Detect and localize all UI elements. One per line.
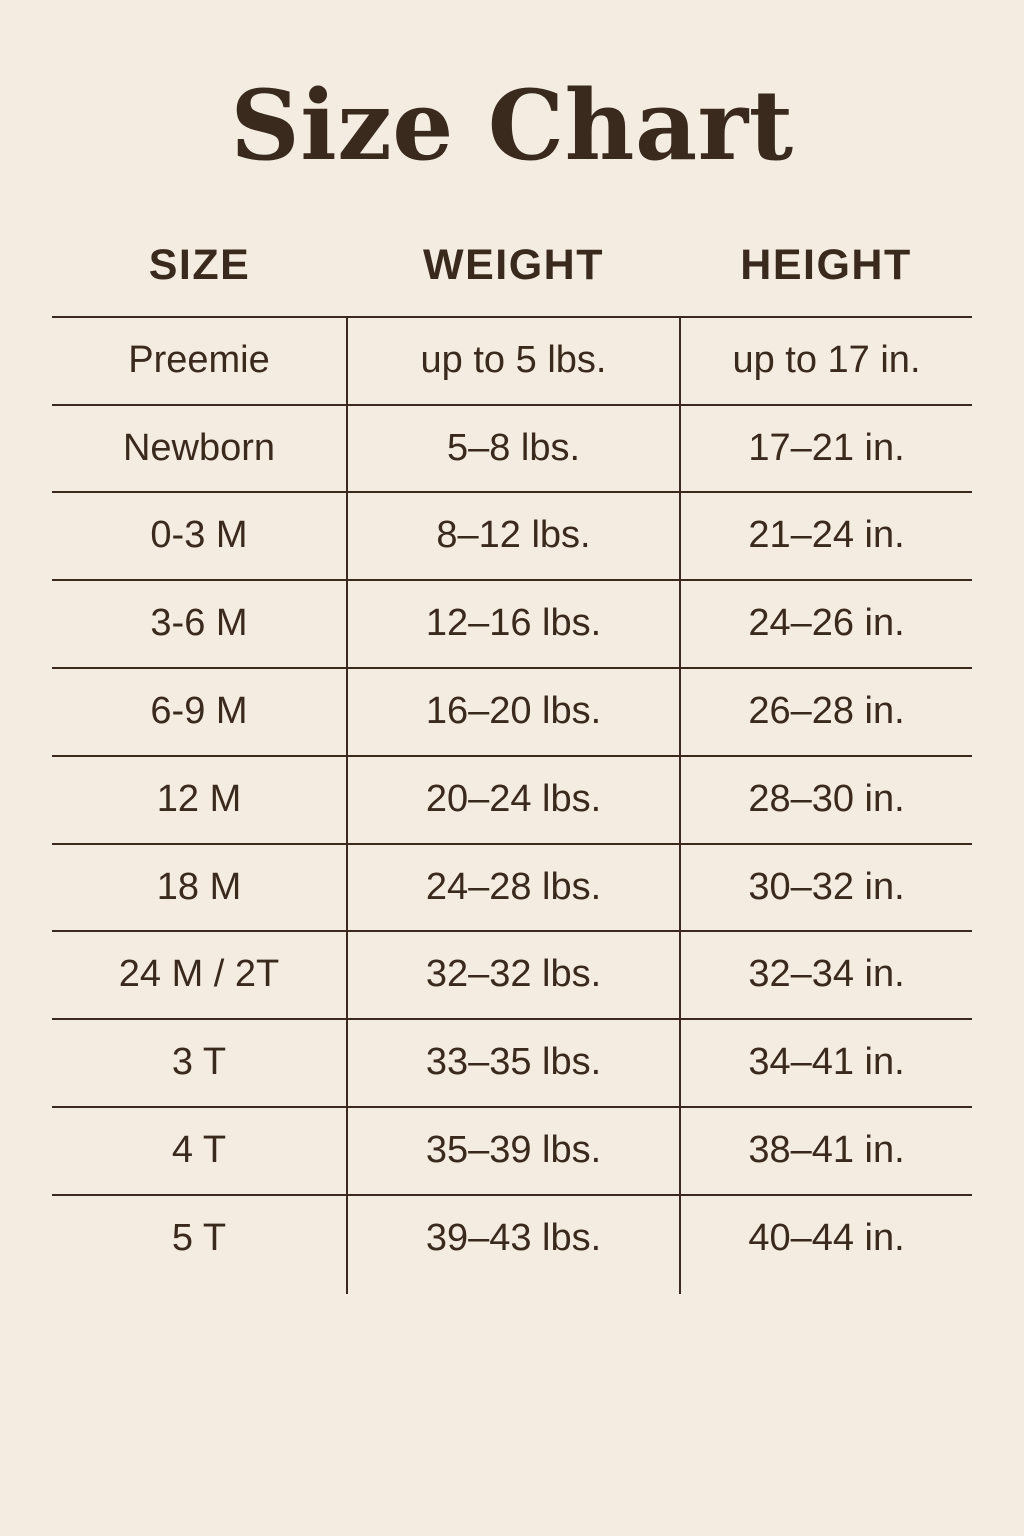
table-row — [52, 317, 972, 405]
cell-weight: up to 5 lbs. — [347, 317, 680, 405]
table-row — [52, 492, 972, 580]
table-row — [52, 405, 972, 493]
table-header-row — [52, 235, 972, 317]
cell-height: 30–32 in. — [680, 844, 972, 932]
table-row — [52, 931, 972, 1019]
cell-height: 32–34 in. — [680, 931, 972, 1019]
cell-size: 3-6 M — [52, 580, 347, 668]
cell-size: Newborn — [52, 405, 347, 493]
cell-weight: 8–12 lbs. — [347, 492, 680, 580]
cell-size: 12 M — [52, 756, 347, 844]
table-body — [52, 317, 972, 1294]
cell-size: 5 T — [52, 1195, 347, 1294]
cell-size: Preemie — [52, 317, 347, 405]
cell-height: 17–21 in. — [680, 405, 972, 493]
cell-size: 6-9 M — [52, 668, 347, 756]
table-row — [52, 580, 972, 668]
cell-height: 40–44 in. — [680, 1195, 972, 1294]
size-chart-table — [52, 235, 972, 1294]
cell-weight: 33–35 lbs. — [347, 1019, 680, 1107]
cell-size: 0-3 M — [52, 492, 347, 580]
cell-height: 34–41 in. — [680, 1019, 972, 1107]
table-row — [52, 1107, 972, 1195]
column-header-size: SIZE — [148, 240, 251, 289]
table-row — [52, 756, 972, 844]
cell-height: 28–30 in. — [680, 756, 972, 844]
cell-weight: 20–24 lbs. — [347, 756, 680, 844]
table-row — [52, 1195, 972, 1294]
cell-weight: 12–16 lbs. — [347, 580, 680, 668]
table-header — [52, 235, 972, 317]
cell-weight: 32–32 lbs. — [347, 931, 680, 1019]
cell-weight: 35–39 lbs. — [347, 1107, 680, 1195]
cell-height: 24–26 in. — [680, 580, 972, 668]
cell-weight: 5–8 lbs. — [347, 405, 680, 493]
table-row — [52, 668, 972, 756]
cell-size: 24 M / 2T — [52, 931, 347, 1019]
cell-height: 38–41 in. — [680, 1107, 972, 1195]
cell-size: 18 M — [52, 844, 347, 932]
table-row — [52, 1019, 972, 1107]
cell-weight: 16–20 lbs. — [347, 668, 680, 756]
column-header-weight: WEIGHT — [423, 240, 604, 289]
cell-height: up to 17 in. — [680, 317, 972, 405]
column-header-height: HEIGHT — [740, 240, 912, 289]
table-row — [52, 844, 972, 932]
cell-size: 3 T — [52, 1019, 347, 1107]
cell-weight: 39–43 lbs. — [347, 1195, 680, 1294]
cell-weight: 24–28 lbs. — [347, 844, 680, 932]
cell-height: 26–28 in. — [680, 668, 972, 756]
page-title: Size Chart — [230, 69, 794, 182]
cell-height: 21–24 in. — [680, 492, 972, 580]
cell-size: 4 T — [52, 1107, 347, 1195]
